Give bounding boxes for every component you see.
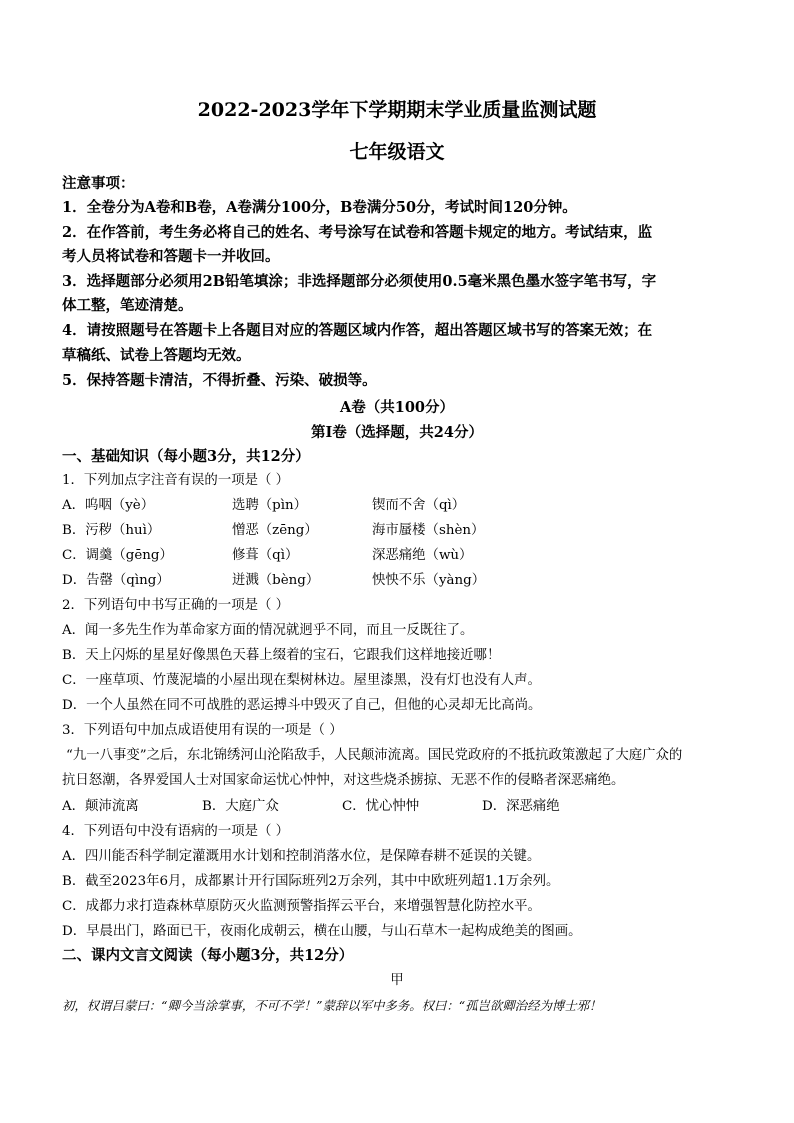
q3-stem: 3．下列语句中加点成语使用有误的一项是（ ）	[62, 723, 343, 738]
exam-title: 2022-2023学年下学期期末学业质量监测试题	[197, 99, 597, 121]
q2-option-c: C．一座草项、竹蔑泥墙的小屋出现在梨树林边。屋里漆黑，没有灯也没有人声。	[62, 673, 541, 688]
q1-option-a-3: 锲而不舍（qì）	[372, 498, 466, 513]
q3-option-b: B．大庭广众	[202, 799, 279, 814]
q4-stem: 4．下列语句中没有语病的一项是（ ）	[62, 824, 290, 839]
q1-option-a-2: 选聘（pìn）	[232, 498, 308, 513]
q2-stem: 2．下列语句中书写正确的一项是（ ）	[62, 598, 290, 613]
exam-subtitle: 七年级语文	[349, 141, 445, 163]
q1-option-b-3: 海市蜃楼（shèn）	[372, 523, 485, 538]
notice-line-1: 1．全卷分为A卷和B卷，A卷满分100分，B卷满分50分，考试时间120分钟。	[62, 199, 577, 216]
q2-option-d: D．一个人虽然在同不可战胜的恶运搏斗中毁灭了自己，但他的心灵却无比高尚。	[62, 698, 542, 713]
q2-option-a: A．闻一多先生作为革命家方面的情况就迥乎不同，而且一反既往了。	[62, 623, 474, 638]
q1-option-d-1: D．告罄（qìng）	[62, 573, 170, 588]
q4-option-a: A．四川能否科学制定灌溉用水计划和控制消落水位，是保障春耕不延误的关键。	[62, 849, 541, 864]
q3-passage-line-1: “九一八事变”之后，东北锦绣河山沦陷敌手，人民颠沛流离。国民党政府的不抵抗政策激起了大庭广众的	[66, 748, 683, 763]
classical-passage-text: 初，权谓吕蒙曰：“卿今当涂掌事，不可不学！”蒙辞以军中多务。权曰：“孤岂欲卿治经为博士邪！	[62, 998, 602, 1013]
q1-option-d-2: 迸溅（bèng）	[232, 573, 320, 588]
q4-option-d: D．早晨出门，路面已干，夜雨化成朝云，横在山腰，与山石草木一起构成绝美的图画。	[62, 924, 582, 939]
notice-heading: 注意事项：	[62, 175, 135, 192]
q1-option-c-3: 深恶痛绝（wù）	[372, 548, 473, 563]
q4-option-c: C．成都力求打造森林草原防灭火监测预警指挥云平台，来增强智慧化防控水平。	[62, 899, 541, 914]
section-2-heading: 二、课内文言文阅读（每小题3分，共12分）	[62, 947, 354, 964]
q1-option-a-1: A．呜咽（yè）	[62, 498, 155, 513]
q2-option-b: B．天上闪烁的星星好像黑色天暮上缀着的宝石，它跟我们这样地接近哪！	[62, 648, 501, 663]
q1-option-b-2: 憎恶（zēng）	[232, 523, 318, 538]
q4-option-b: B．截至2023年6月，成都累计开行国际班列2万余列，其中中欧班列超1.1万余列。	[62, 874, 560, 889]
notice-line-7: 草稿纸、试卷上答题均无效。	[62, 347, 251, 364]
volume-a-heading: A卷（共100分）	[339, 399, 455, 416]
notice-line-8: 5．保持答题卡清洁，不得折叠、污染、破损等。	[62, 372, 377, 389]
notice-line-3: 考人员将试卷和答题卡一并收回。	[62, 248, 280, 265]
q3-option-d: D．深恶痛绝	[482, 799, 560, 814]
q3-option-a: A．颠沛流离	[62, 799, 139, 814]
notice-line-4: 3．选择题部分必须用2B铅笔填涂；非选择题部分必须使用0.5毫米黑色墨水签字笔书写，字	[62, 273, 657, 290]
q1-option-b-1: B．污秽（huì）	[62, 523, 161, 538]
section-1-heading: 一、基础知识（每小题3分，共12分）	[62, 448, 310, 465]
q3-passage-line-2: 抗日怒潮，各界爱国人士对国家命运忧心忡忡，对这些烧杀掳掠、无恶不作的侵略者深恶痛绝。	[62, 773, 625, 788]
q1-stem: 1．下列加点字注音有误的一项是（ ）	[62, 473, 290, 488]
q1-option-c-1: C．调羹（gēng）	[62, 548, 173, 563]
part-1-heading: 第Ⅰ卷（选择题，共24分）	[311, 424, 483, 441]
q1-option-c-2: 修葺（qì）	[232, 548, 299, 563]
notice-line-6: 4．请按照题号在答题卡上各题目对应的答题区域内作答，超出答题区域书写的答案无效；在	[62, 322, 653, 339]
q1-option-d-3: 怏怏不乐（yàng）	[372, 573, 486, 588]
notice-line-2: 2．在作答前，考生务必将自己的姓名、考号涂写在试卷和答题卡规定的地方。考试结束，监	[62, 224, 653, 241]
passage-label: 甲	[390, 973, 404, 988]
notice-line-5: 体工整，笔迹清楚。	[62, 297, 193, 314]
q3-option-c: C．忧心忡忡	[342, 799, 420, 814]
